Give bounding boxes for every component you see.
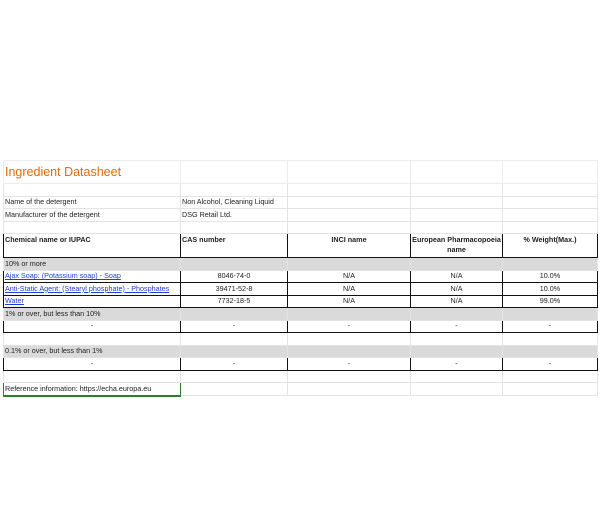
cell[interactable] (4, 184, 181, 197)
european-name[interactable]: N/A (411, 283, 503, 296)
table-row (4, 295, 598, 308)
ingredient-name[interactable]: - (4, 320, 181, 333)
cell[interactable] (181, 184, 288, 197)
cell[interactable] (288, 258, 411, 271)
info-label-detergent-name[interactable]: Name of the detergent (4, 196, 181, 209)
cell[interactable] (411, 196, 503, 209)
cell[interactable] (503, 184, 598, 197)
cell[interactable] (411, 308, 503, 321)
header-chemical-name[interactable]: Chemical name or IUPAC (4, 234, 181, 258)
cell[interactable] (411, 383, 503, 396)
ingredient-name-link[interactable]: Ajax Soap: (Potassium soap) - Soap (4, 270, 181, 283)
cell[interactable] (4, 333, 181, 346)
cell[interactable] (288, 221, 411, 234)
cas-number[interactable]: - (181, 358, 288, 371)
info-label-manufacturer[interactable]: Manufacturer of the detergent (4, 209, 181, 222)
sheet-title: Ingredient Datasheet (5, 165, 122, 179)
cell[interactable] (503, 308, 598, 321)
cell[interactable] (288, 333, 411, 346)
inci-name[interactable]: N/A (288, 295, 411, 308)
european-name[interactable]: - (411, 358, 503, 371)
cell[interactable] (503, 221, 598, 234)
cell[interactable] (503, 370, 598, 383)
table-row (4, 358, 598, 371)
cell[interactable] (181, 333, 288, 346)
inci-name[interactable]: - (288, 320, 411, 333)
cas-number[interactable]: - (181, 320, 288, 333)
european-name[interactable]: - (411, 320, 503, 333)
spreadsheet (3, 160, 597, 397)
cell[interactable] (411, 333, 503, 346)
cell[interactable] (288, 196, 411, 209)
table-row (4, 320, 598, 333)
cas-number[interactable]: 8046-74-0 (181, 270, 288, 283)
cell[interactable] (411, 209, 503, 222)
cell[interactable] (503, 333, 598, 346)
cell[interactable] (4, 221, 181, 234)
cell[interactable] (181, 383, 288, 396)
cell[interactable] (503, 258, 598, 271)
european-name[interactable]: N/A (411, 295, 503, 308)
cell[interactable] (181, 345, 288, 358)
ingredient-name[interactable]: - (4, 358, 181, 371)
cas-number[interactable]: 39471-52-8 (181, 283, 288, 296)
ingredient-name-link[interactable]: Water (4, 295, 181, 308)
weight-value[interactable]: 10.0% (503, 283, 598, 296)
cell[interactable] (288, 209, 411, 222)
cell[interactable] (288, 184, 411, 197)
european-name[interactable]: N/A (411, 270, 503, 283)
cell[interactable] (288, 161, 411, 184)
cell[interactable] (288, 383, 411, 396)
cell[interactable] (503, 196, 598, 209)
cell[interactable] (181, 308, 288, 321)
cell[interactable] (411, 221, 503, 234)
section-label[interactable]: 0.1% or over, but less than 1% (4, 345, 181, 358)
header-cas-number[interactable]: CAS number (181, 234, 288, 258)
cell[interactable] (288, 308, 411, 321)
cell[interactable] (411, 370, 503, 383)
cell[interactable] (411, 345, 503, 358)
ingredient-name-link[interactable]: Anti-Static Agent: (Stearyl phosphate) - Phosphates (4, 283, 181, 296)
inci-name[interactable]: N/A (288, 283, 411, 296)
cell[interactable] (503, 161, 598, 184)
title-cell[interactable] (4, 161, 181, 184)
weight-value[interactable]: - (503, 358, 598, 371)
inci-name[interactable]: N/A (288, 270, 411, 283)
section-label[interactable]: 1% or over, but less than 10% (4, 308, 181, 321)
cell[interactable] (411, 184, 503, 197)
cell[interactable] (181, 258, 288, 271)
cell[interactable] (288, 345, 411, 358)
cell[interactable] (411, 161, 503, 184)
section-label[interactable]: 10% or more (4, 258, 181, 271)
cell[interactable] (4, 370, 181, 383)
weight-value[interactable]: 99.0% (503, 295, 598, 308)
cell[interactable] (181, 370, 288, 383)
ingredient-table (3, 160, 598, 397)
inci-name[interactable]: - (288, 358, 411, 371)
cell[interactable] (503, 345, 598, 358)
weight-value[interactable]: 10.0% (503, 270, 598, 283)
header-inci-name[interactable]: INCI name (288, 234, 411, 258)
weight-value[interactable]: - (503, 320, 598, 333)
header-weight[interactable]: % Weight(Max.) (503, 234, 598, 258)
info-value-manufacturer[interactable]: DSG Retail Ltd. (181, 209, 288, 222)
cell[interactable] (503, 383, 598, 396)
cell[interactable] (411, 258, 503, 271)
cell[interactable] (181, 161, 288, 184)
table-row (4, 283, 598, 296)
table-row (4, 270, 598, 283)
cas-number[interactable]: 7732-18-5 (181, 295, 288, 308)
cell[interactable] (288, 370, 411, 383)
reference-cell[interactable]: Reference information: https://echa.europa.eu (4, 383, 181, 396)
header-european-name[interactable]: European Pharmacopoeia name (411, 234, 503, 258)
info-value-detergent-name[interactable]: Non Alcohol, Cleaning Liquid (181, 196, 288, 209)
cell[interactable] (181, 221, 288, 234)
cell[interactable] (503, 209, 598, 222)
